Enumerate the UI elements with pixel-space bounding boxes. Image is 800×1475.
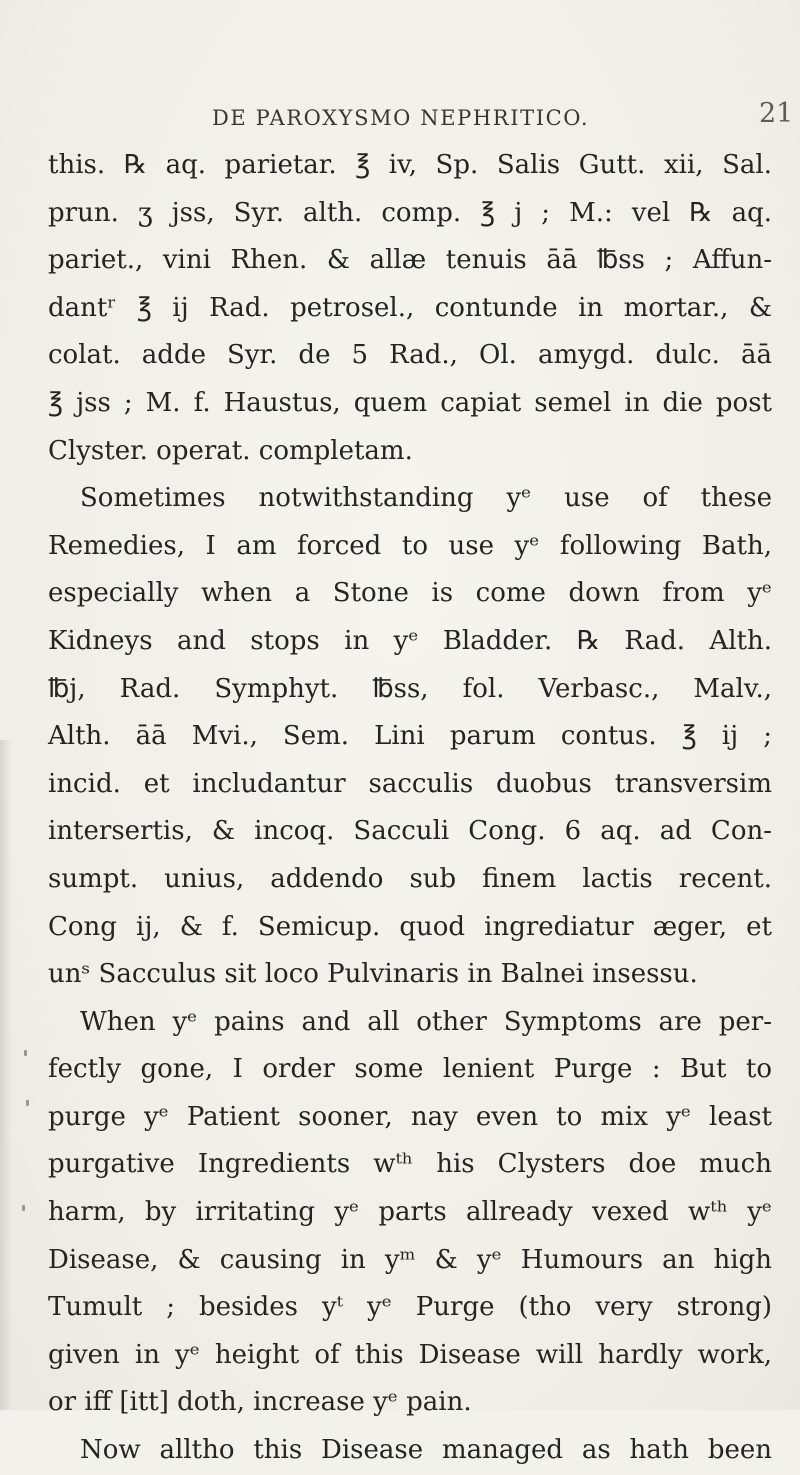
text-line: harm, by irritating yᵉ parts allready vexed wᵗʰ yᵉ bbox=[48, 1197, 772, 1228]
text-line: Clyster. operat. completam. bbox=[48, 435, 413, 466]
text-line: ℥ jss ; M. f. Haustus, quem capiat semel in die post bbox=[48, 387, 772, 418]
text-line: Cong ij, & f. Semicup. quod ingrediatur æger, et bbox=[48, 911, 772, 942]
text-line: Sometimes notwithstanding yᵉ use of these bbox=[80, 483, 772, 514]
page-header bbox=[0, 98, 800, 138]
text-line: When yᵉ pains and all other Symptoms are per- bbox=[80, 1006, 772, 1037]
paper-speck bbox=[22, 1205, 25, 1211]
text-line: sumpt. unius, addendo sub finem lactis recent. bbox=[48, 863, 772, 894]
body-text bbox=[48, 142, 772, 1475]
text-line: ℔j, Rad. Symphyt. ℔ss, fol. Verbasc., Malv., bbox=[48, 673, 772, 704]
text-line: this. ℞ aq. parietar. ℥ iv, Sp. Salis Gutt. xii, Sal. bbox=[48, 150, 772, 180]
text-line: incid. et includantur sacculis duobus transversim bbox=[48, 768, 772, 799]
text-line: Remedies, I am forced to use yᵉ following Bath, bbox=[48, 530, 772, 561]
text-line: especially when a Stone is come down from yᵉ bbox=[48, 578, 772, 609]
text-line: pariet., vini Rhen. & allæ tenuis āā ℔ss ; Affun- bbox=[48, 245, 772, 276]
text-line: colat. adde Syr. de 5 Rad., Ol. amygd. dulc. āā bbox=[48, 340, 772, 371]
running-head: DE PAROXYSMO NEPHRITICO. bbox=[212, 106, 590, 130]
text-line: or iff [itt] doth, increase yᵉ pain. bbox=[48, 1387, 472, 1418]
text-line: intersertis, & incoq. Sacculi Cong. 6 aq. ad Con- bbox=[48, 816, 772, 847]
text-line: Disease, & causing in yᵐ & yᵉ Humours an high bbox=[48, 1244, 772, 1275]
text-line: purgative Ingredients wᵗʰ his Clysters doe much bbox=[48, 1149, 772, 1180]
paper-speck bbox=[24, 1050, 27, 1056]
paper-speck bbox=[26, 1100, 29, 1106]
text-line: Alth. āā Mvi., Sem. Lini parum contus. ℥ ij ; bbox=[48, 721, 772, 752]
text-line: given in yᵉ height of this Disease will hardly work, bbox=[48, 1339, 772, 1370]
text-line: Tumult ; besides yᵗ yᵉ Purge (tho very strong) bbox=[48, 1292, 772, 1323]
text-line: Now alltho this Disease managed as hath been bbox=[80, 1435, 772, 1466]
text-line: purge yᵉ Patient sooner, nay even to mix yᵉ least bbox=[48, 1101, 772, 1132]
text-line: prun. ʒ jss, Syr. alth. comp. ℥ j ; M.: vel ℞ aq. bbox=[48, 197, 772, 228]
text-line: Kidneys and stops in yᵉ Bladder. ℞ Rad. Alth. bbox=[48, 625, 772, 656]
binding-shadow bbox=[0, 740, 12, 1410]
text-line: fectly gone, I order some lenient Purge : But to bbox=[48, 1054, 772, 1085]
text-line: dantʳ ℥ ij Rad. petrosel., contunde in mortar., & bbox=[48, 292, 772, 323]
page-number: 21 bbox=[759, 98, 794, 129]
text-line: unˢ Sacculus sit loco Pulvinaris in Balnei insessu. bbox=[48, 959, 698, 990]
